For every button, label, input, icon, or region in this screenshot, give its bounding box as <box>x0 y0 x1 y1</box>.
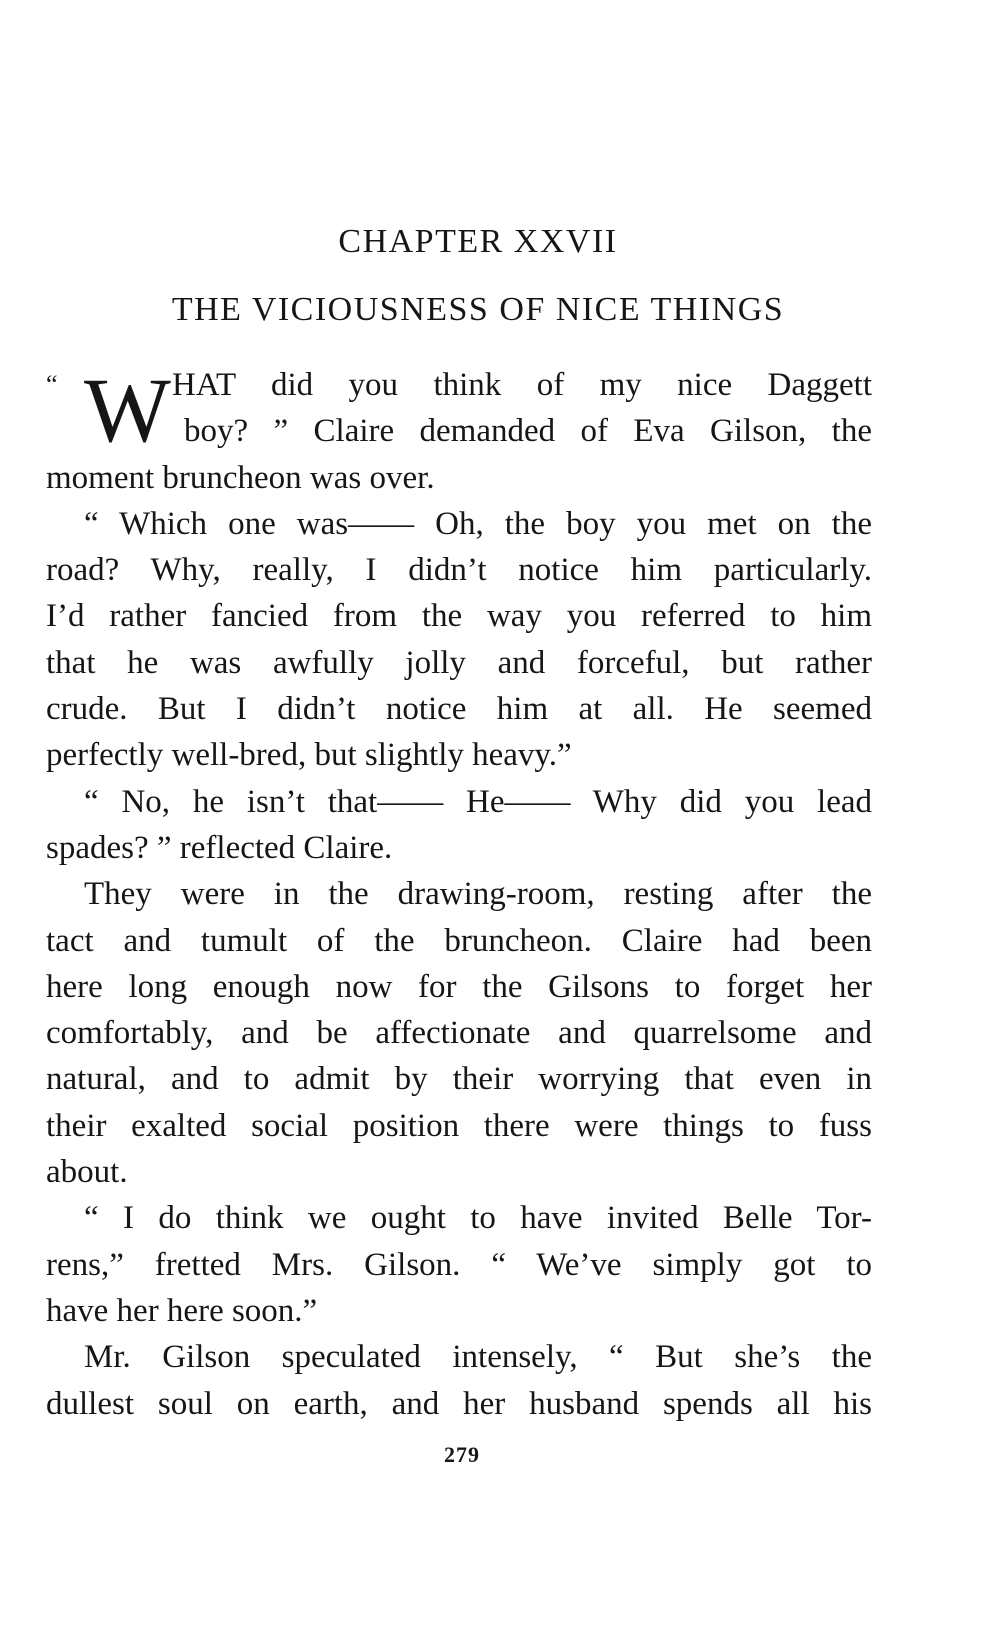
text-line: boy? ” Claire demanded of Eva Gilson, the <box>184 413 872 450</box>
opening-quote-mark: “ <box>46 370 58 399</box>
text-line: “ I do think we ought to have invited Belle Tor- <box>84 1200 872 1237</box>
opening-paragraph <box>46 359 872 501</box>
text-line: perfectly well-bred, but slightly heavy.” <box>46 737 572 774</box>
text-line: tact and tumult of the bruncheon. Claire had been <box>46 922 872 959</box>
text-line: I’d rather fancied from the way you referred to him <box>46 598 872 635</box>
text-line: moment bruncheon was over. <box>46 459 435 496</box>
text-line: “ Which one was—— Oh, the boy you met on the <box>84 505 872 542</box>
text-line: “ No, he isn’t that—— He—— Why did you lead <box>84 783 872 820</box>
text-line: crude. But I didn’t notice him at all. He seemed <box>46 691 872 728</box>
text-line: dullest soul on earth, and her husband spends all his <box>46 1385 872 1422</box>
text-line: rens,” fretted Mrs. Gilson. “ We’ve simply got to <box>46 1246 872 1283</box>
text-line: comfortably, and be affectionate and quarrelsome and <box>46 1015 872 1052</box>
text-line: their exalted social position there were things to fuss <box>46 1107 872 1144</box>
text-line: road? Why, really, I didn’t notice him particularly. <box>46 552 872 589</box>
text-line: They were in the drawing-room, resting after the <box>84 876 872 913</box>
chapter-number: CHAPTER XXVII <box>338 223 618 260</box>
text-line: here long enough now for the Gilsons to forget her <box>46 968 872 1005</box>
text-line: natural, and to admit by their worrying that even in <box>46 1061 872 1098</box>
text-line: spades? ” reflected Claire. <box>46 829 393 866</box>
drop-cap: W <box>84 359 171 461</box>
text-line: have her here soon.” <box>46 1292 318 1329</box>
text-line: about. <box>46 1154 128 1191</box>
body-text <box>46 359 872 1427</box>
chapter-title: THE VICIOUSNESS OF NICE THINGS <box>171 291 785 328</box>
text-line: HAT did you think of my nice Daggett <box>172 367 872 403</box>
text-line: Mr. Gilson speculated intensely, “ But she’s the <box>84 1339 872 1376</box>
text-line: that he was awfully jolly and forceful, but rather <box>46 644 872 681</box>
page-number: 279 <box>444 1442 480 1467</box>
